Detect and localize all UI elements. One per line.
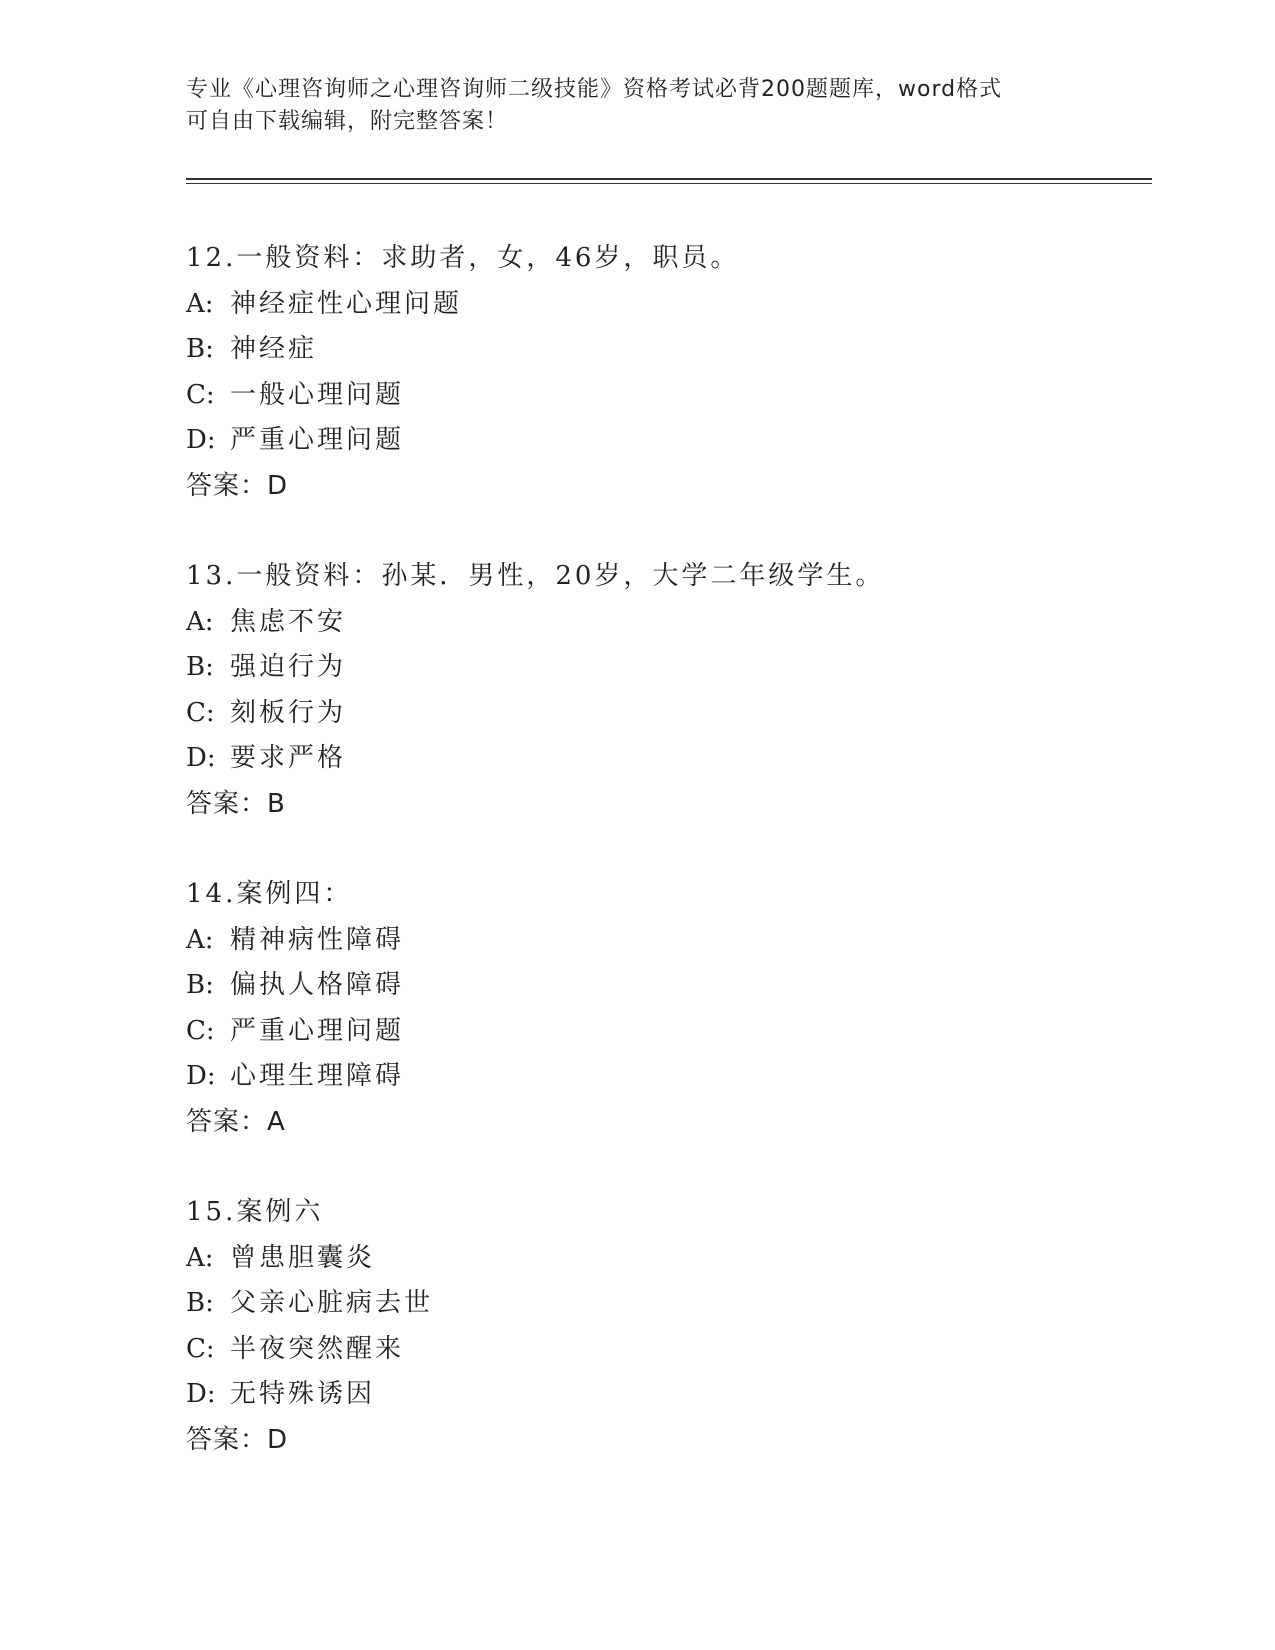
- option-text: 父亲心脏病去世: [230, 1288, 434, 1318]
- option-letter: B:: [186, 652, 214, 682]
- option-letter: D:: [186, 425, 216, 455]
- question-stem: 12.一般资料：求助者，女，46岁，职员。: [186, 243, 740, 273]
- option-text: 严重心理问题: [230, 425, 405, 455]
- answer-line: 答案：B: [186, 788, 286, 819]
- option-letter: A:: [186, 924, 214, 955]
- option-text: 偏执人格障碍: [230, 970, 405, 1000]
- option-b: [186, 327, 1152, 373]
- option-d: [186, 736, 1152, 782]
- option-letter: A:: [186, 1242, 214, 1273]
- option-d: [186, 418, 1152, 464]
- option-letter: C:: [186, 379, 215, 410]
- option-b: [186, 963, 1152, 1009]
- option-letter: C:: [186, 697, 215, 728]
- question-list: [186, 236, 1152, 1508]
- question-stem: 14.案例四：: [186, 879, 353, 909]
- question-stem: 13.一般资料：孙某．男性，20岁，大学二年级学生。: [186, 561, 885, 591]
- answer-line: 答案：A: [186, 1106, 286, 1137]
- question-12: [186, 236, 1152, 554]
- option-letter: C:: [186, 1333, 215, 1364]
- option-text: 精神病性障碍: [230, 924, 405, 955]
- option-text: 强迫行为: [230, 652, 347, 682]
- option-letter: A:: [186, 606, 214, 637]
- option-text: 无特殊诱因: [230, 1379, 376, 1409]
- option-letter: C:: [186, 1015, 215, 1046]
- option-text: 神经症性心理问题: [230, 288, 463, 319]
- option-text: 一般心理问题: [230, 379, 405, 410]
- option-b: [186, 645, 1152, 691]
- option-a: [186, 918, 1152, 964]
- document-header: [186, 74, 1086, 138]
- option-letter: D:: [186, 1061, 216, 1091]
- question-stem: 15.案例六: [186, 1197, 324, 1227]
- option-text: 神经症: [230, 334, 318, 364]
- question-14: [186, 872, 1152, 1190]
- header-line-2: 可自由下载编辑，附完整答案！: [186, 109, 509, 134]
- document-page: [186, 0, 1152, 1650]
- option-text: 半夜突然醒来: [230, 1333, 405, 1364]
- option-c: [186, 691, 1152, 737]
- header-divider: [186, 178, 1152, 184]
- option-a: [186, 1236, 1152, 1282]
- option-text: 焦虑不安: [230, 606, 347, 637]
- option-text: 严重心理问题: [230, 1015, 405, 1046]
- answer-line: 答案：D: [186, 470, 289, 501]
- option-c: [186, 373, 1152, 419]
- option-d: [186, 1054, 1152, 1100]
- option-letter: B:: [186, 970, 214, 1000]
- answer-line: 答案：D: [186, 1424, 289, 1455]
- option-text: 刻板行为: [230, 697, 347, 728]
- question-15: [186, 1190, 1152, 1508]
- option-c: [186, 1009, 1152, 1055]
- option-b: [186, 1281, 1152, 1327]
- option-a: [186, 600, 1152, 646]
- option-c: [186, 1327, 1152, 1373]
- option-a: [186, 282, 1152, 328]
- option-letter: D:: [186, 743, 216, 773]
- option-letter: A:: [186, 288, 214, 319]
- option-letter: D:: [186, 1379, 216, 1409]
- question-13: [186, 554, 1152, 872]
- option-text: 要求严格: [230, 743, 347, 773]
- option-text: 心理生理障碍: [230, 1061, 405, 1091]
- option-letter: B:: [186, 334, 214, 364]
- option-text: 曾患胆囊炎: [230, 1242, 376, 1273]
- option-d: [186, 1372, 1152, 1418]
- header-line-1: 专业《心理咨询师之心理咨询师二级技能》资格考试必背200题题库，word格式: [186, 77, 1003, 102]
- option-letter: B:: [186, 1288, 214, 1318]
